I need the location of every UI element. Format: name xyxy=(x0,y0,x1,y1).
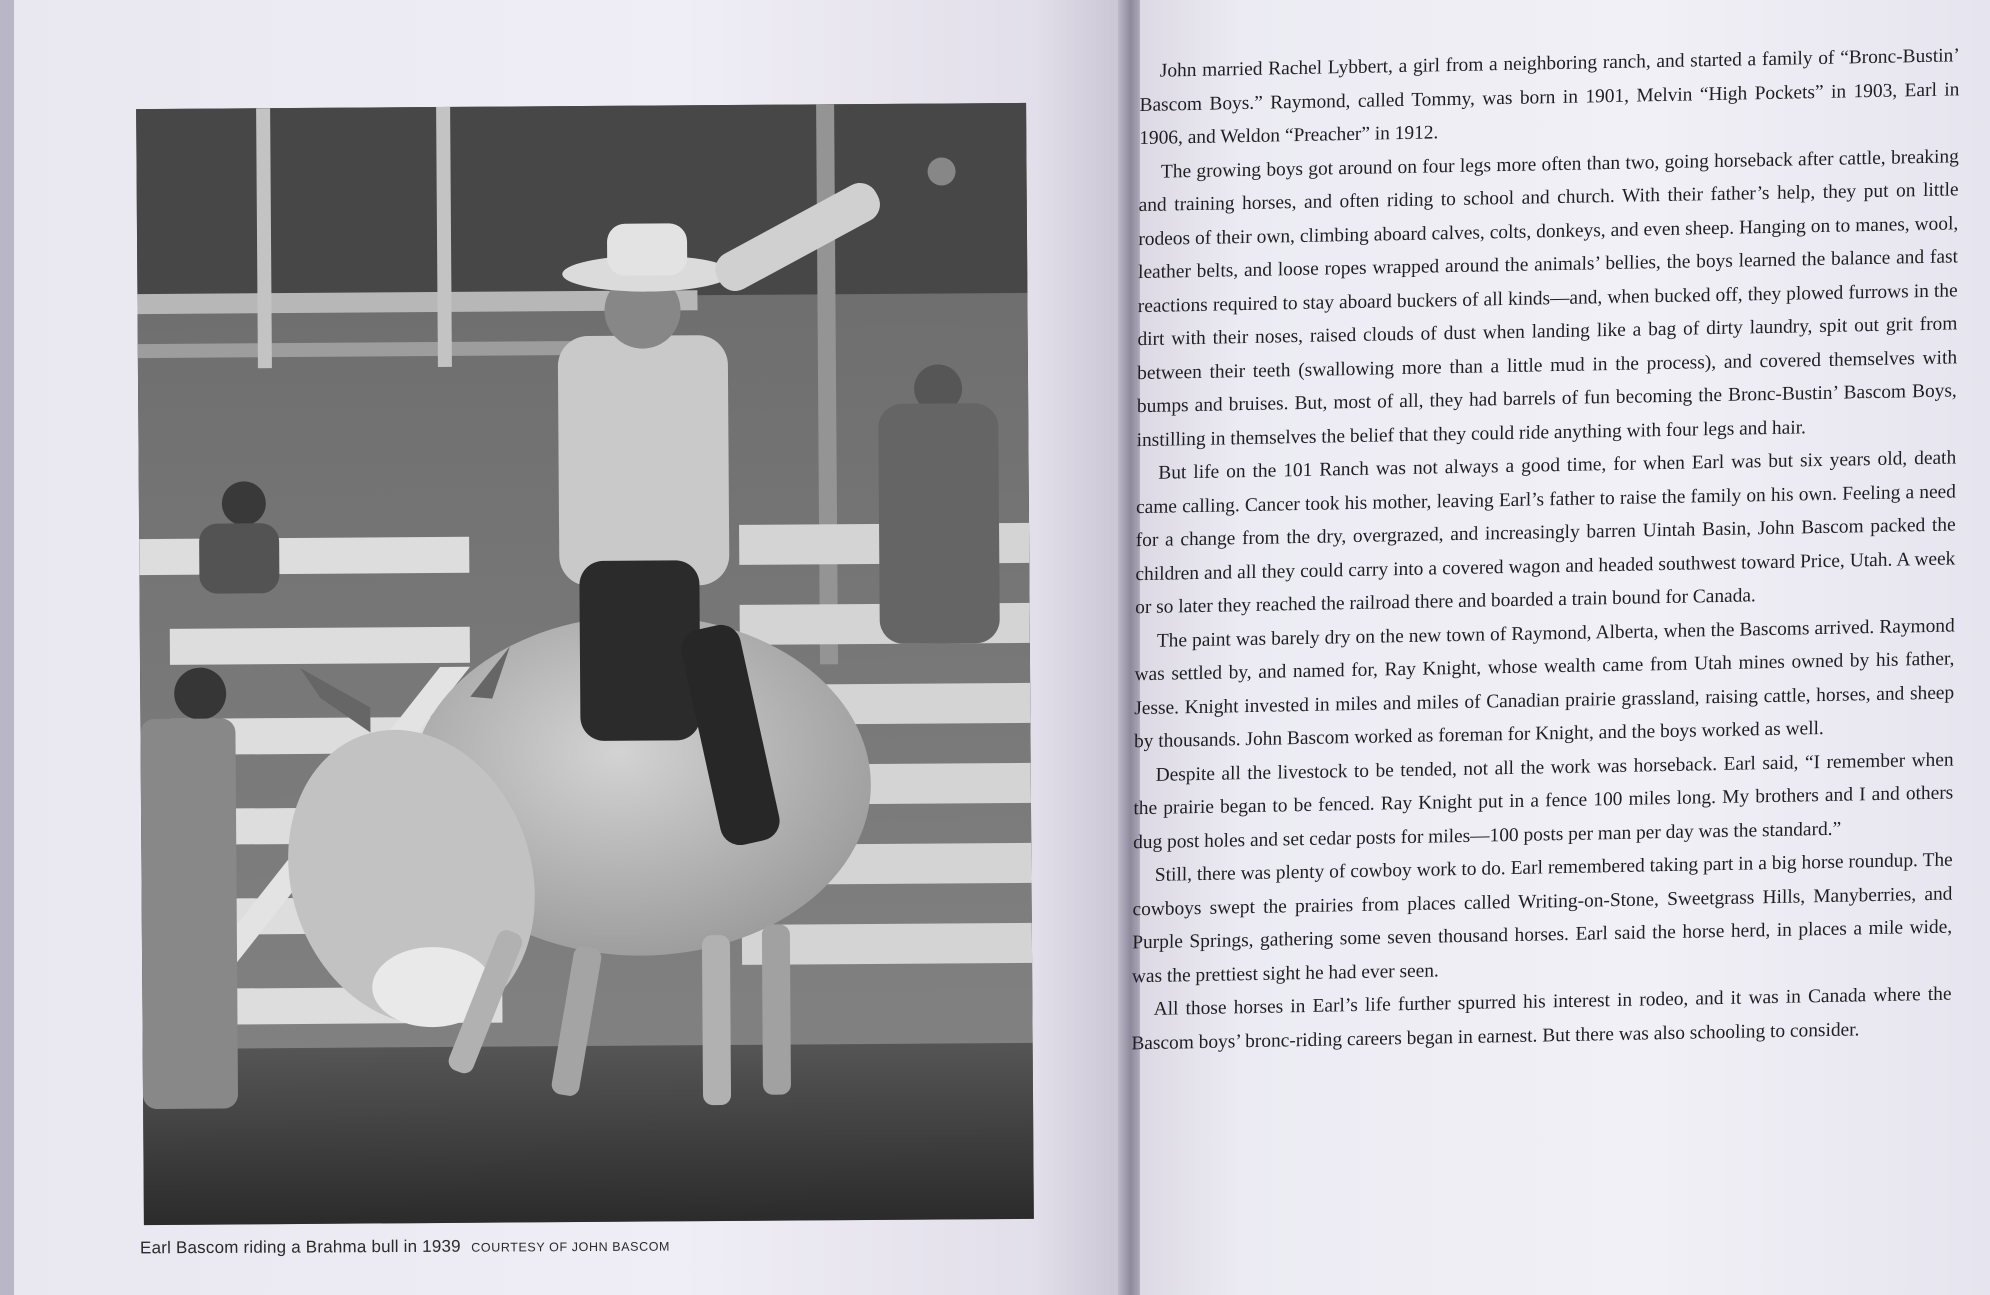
rodeo-photograph xyxy=(136,103,1034,1225)
paragraph: The growing boys got around on four legs more often than two, going horseback after cattle, breaking and training horses, and often riding to school and church. With their father’s help, they put on little rodeos of their own, climbing aboard calves, colts, donkeys, and even sheep. Hanging on to manes, wool, leather belts, and loose ropes wrapped around the animals’ bellies, the boys learned the balance and fast reactions required to stay aboard buckers of all kinds—and, when bucked off, they plowed furrows in the dirt with their noses, raised clouds of dust when landing like a bag of dirty laundry, spit out grit from between their teeth (swallowing more than a little mud in the process), and covered themselves with bumps and bruises. But, most of all, they had barrels of fun becoming the Bronc-Bustin’ Bascom Boys, instilling in themselves the belief that they could ride anything with four legs and hair. xyxy=(1136,145,1959,451)
paragraph: All those horses in Earl’s life further spurred his interest in rodeo, and it was in Canada where the Bascom boys’ bronc-riding careers began in earnest. But there was also schooling to consider. xyxy=(1131,983,1952,1054)
paragraph: But life on the 101 Ranch was not always a good time, for when Earl was but six years old, death came calling. Cancer took his mother, leaving Earl’s father to raise the family on his own. Feeling a need for a change from the dry, overgrazed, and increasingly barren Uintah Basin, John Bascom packed the children and all they could carry into a covered wagon and headed southwest toward Price, Utah. A week or so later they reached the railroad there and boarded a train bound for Canada. xyxy=(1135,447,1957,619)
body-text xyxy=(1131,39,1960,1060)
paragraph: Still, there was plenty of cowboy work to do. Earl remembered taking part in a big horse roundup. The cowboys swept the prairies from places called Writing-on-Stone, Sweetgrass Hills, Manyberries, and Purple Springs, gathering some seven thousand horses. Earl said the horse herd, in places a mile wide, was the prettiest sight he had ever seen. xyxy=(1131,849,1953,987)
caption-text: Earl Bascom riding a Brahma bull in 1939 xyxy=(139,1236,461,1258)
paragraph: Despite all the livestock to be tended, not all the work was horseback. Earl said, “I remember when the prairie began to be fenced. Ray Knight put in a fence 100 miles long. My brothers and I and others dug post holes and set cedar posts for miles—100 posts per man per day was the standard.” xyxy=(1133,749,1954,853)
paragraph: The paint was barely dry on the new town of Raymond, Alberta, when the Bascoms arrived. Raymond was settled by, and named for, Ray Knight, whose wealth came from Utah mines owned by his father, Jesse. Knight invested in miles and miles of Canadian prairie grassland, raising cattle, horses, and sheep by thousands. John Bascom worked as foreman for Knight, and the boys worked as well. xyxy=(1133,614,1955,753)
paragraph: John married Rachel Lybbert, a girl from a neighboring ranch, and started a family of “Bronc-Bustin’ Bascom Boys.” Raymond, called Tommy, was born in 1901, Melvin “High Pockets” in 1903, Earl in 1906, and Weldon “Preacher” in 1912. xyxy=(1139,45,1960,150)
bull-rider-image xyxy=(136,103,1034,1225)
caption-credit: COURTESY OF JOHN BASCOM xyxy=(471,1239,671,1255)
